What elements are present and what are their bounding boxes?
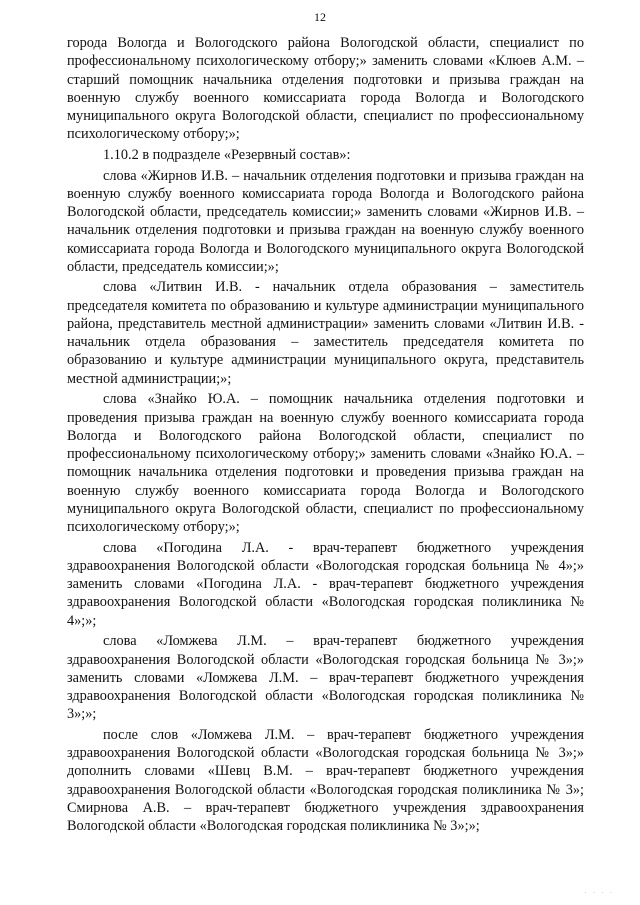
paragraph-pogodina: слова «Погодина Л.А. - врач-терапевт бюджетного учреждения здравоохранения Вологодской области «Вологодская городская больница № 4»;» заменить словами «Погодина Л.А. - врач-терапевт бюджетного учреждения здравоохранения Вологодской области «Вологодская городская поликлиника № 4»;»; — [67, 539, 584, 629]
page-number: 12 — [314, 10, 326, 24]
paragraph-lomzheva: слова «Ломжева Л.М. – врач-терапевт бюджетного учреждения здравоохранения Вологодской области «Вологодская городская больница № 3»;» заменить словами «Ломжева Л.М. – врач-терапевт бюджетного учреждения здравоохранения Вологодской области «Вологодская городская поликлиника № 3»;»; — [67, 633, 584, 723]
document-body — [67, 34, 584, 838]
paragraph-subsection-heading: 1.10.2 в подразделе «Резервный состав»: — [103, 146, 351, 163]
paragraph-addition: после слов «Ломжева Л.М. – врач-терапевт бюджетного учреждения здравоохранения Вологодской области «Вологодская городская больница № 3»;» дополнить словами «Шевц В.М. – врач-терапевт бюджетного учреждения здравоохранения Вологодской области «Вологодская городская поликлиника № 3»; Смирнова А.В. – врач-терапевт бюджетного учреждения здравоохранения Вологодской области «Вологодская городская поликлиника № 3»;»; — [67, 726, 584, 835]
scan-artifact-dots: · · · · — [584, 889, 614, 897]
paragraph-zhirnov: слова «Жирнов И.В. – начальник отделения подготовки и призыва граждан на военную службу военного комиссариата города Вологда и Вологодского района Вологодской области, председатель комиссии;» заменить словами «Жирнов И.В. – начальник отделения подготовки и призыва граждан на военную службу военного комиссариата города Вологда и Вологодского муниципального округа Вологодской области, председатель комиссии;»; — [67, 167, 584, 275]
paragraph-litvin: слова «Литвин И.В. - начальник отдела образования – заместитель председателя комитета по образованию и культуре администрации муниципального района, представитель местной администрации» заменить словами «Литвин И.В. - начальник отдела образования – заместитель председателя комитета по образованию и культуре администрации муниципального округа, представитель местной администрации;»; — [67, 279, 584, 387]
paragraph-znayko: слова «Знайко Ю.А. – помощник начальника отделения подготовки и проведения призыва граждан на военную службу военного комиссариата города Вологда и Вологодского района Вологодской области, специалист по профессиональному психологическому отбору;» заменить словами «Знайко Ю.А. – помощник начальника отделения подготовки и проведения призыва граждан на военную службу военного комиссариата города Вологда и Вологодского муниципального округа Вологодской области, специалист по профессиональному психологическому отбору;»; — [67, 391, 584, 536]
paragraph-continuation: города Вологда и Вологодского района Вологодской области, специалист по профессиональному психологическому отбору;» заменить словами «Клюев А.М. – старший помощник начальника отделения подготовки и призыва граждан на военную службу военного комиссариата города Вологда и Вологодского муниципального округа Вологодской области, специалист по профессиональному психологическому отбору;»; — [67, 35, 584, 143]
